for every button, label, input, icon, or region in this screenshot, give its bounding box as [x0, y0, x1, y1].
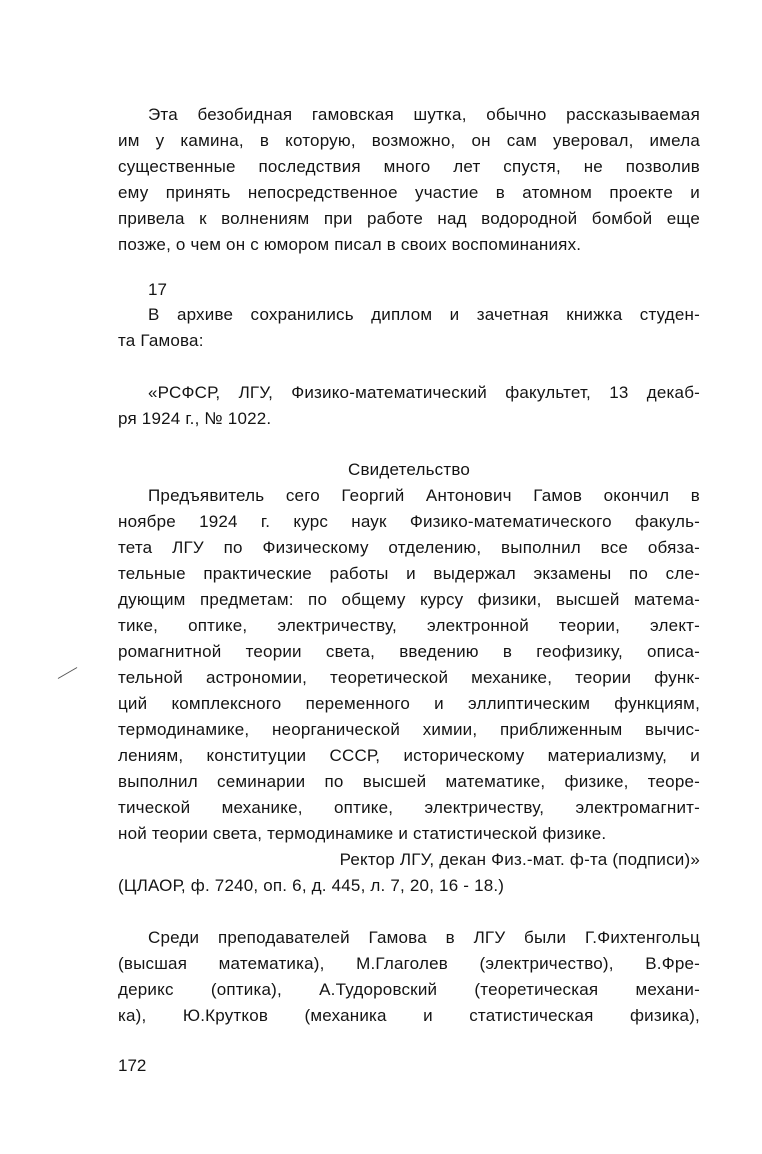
doc-body-line-2: ноябре 1924 г. курс наук Физико-математического факуль-	[118, 512, 700, 531]
quote-header-line-1: «РСФСР, ЛГУ, Физико-математический факультет, 13 декаб-	[148, 383, 700, 402]
doc-body-line-12: выполнил семинарии по высшей математике, физике, теоре-	[118, 772, 700, 791]
para2-line-2: та Гамова:	[118, 331, 204, 350]
doc-body-line-3: тета ЛГУ по Физическому отделению, выполнил все обяза-	[118, 538, 700, 557]
doc-body-line-11: лениям, конституции СССР, историческому материализму, и	[118, 746, 700, 765]
para1-line-4: ему принять непосредственное участие в атомном проекте и	[118, 183, 700, 202]
doc-body-line-8: тельной астрономии, теоретической механике, теории функ-	[118, 668, 700, 687]
document-title: Свидетельство	[347, 460, 471, 479]
doc-body-line-13: тической механике, оптике, электричеству, электромагнит-	[118, 798, 700, 817]
doc-body-line-5: дующим предметам: по общему курсу физики, высшей матема-	[118, 590, 700, 609]
page-number: 172	[118, 1056, 147, 1075]
doc-body-line-10: термодинамике, неорганической химии, приближенным вычис-	[118, 720, 700, 739]
doc-body-line-14: ной теории света, термодинамике и статистической физике.	[118, 824, 607, 843]
para1-line-5: привела к волнениям при работе над водородной бомбой еще	[118, 209, 700, 228]
para3-line-3: дерикс (оптика), А.Тудоровский (теоретическая механи-	[118, 980, 700, 999]
margin-pencil-mark	[58, 667, 78, 679]
archive-reference: (ЦЛАОР, ф. 7240, оп. 6, д. 445, л. 7, 20, 16 - 18.)	[118, 876, 505, 895]
doc-body-line-4: тельные практические работы и выдержал экзамены по сле-	[118, 564, 700, 583]
quote-header-line-2: ря 1924 г., № 1022.	[118, 409, 272, 428]
doc-body-line-6: тике, оптике, электричеству, электронной теории, элект-	[118, 616, 700, 635]
para3-line-4: ка), Ю.Крутков (механика и статистическая физика),	[118, 1006, 700, 1025]
para1-line-6: позже, о чем он с юмором писал в своих воспоминаниях.	[118, 235, 582, 254]
para3-line-1: Среди преподавателей Гамова в ЛГУ были Г.Фихтенгольц	[148, 928, 700, 947]
para1-line-3: существенные последствия много лет спустя, не позволив	[118, 157, 700, 176]
para1-line-1: Эта безобидная гамовская шутка, обычно рассказываемая	[148, 105, 700, 124]
note-number: 17	[148, 280, 167, 299]
para1-line-2: им у камина, в которую, возможно, он сам уверовал, имела	[118, 131, 700, 150]
signature-line: Ректор ЛГУ, декан Физ.-мат. ф-та (подписи)»	[339, 850, 700, 869]
para2-line-1: В архиве сохранились диплом и зачетная книжка студен-	[148, 305, 700, 324]
para3-line-2: (высшая математика), М.Глаголев (электричество), В.Фре-	[118, 954, 700, 973]
doc-body-line-7: ромагнитной теории света, введению в геофизику, описа-	[118, 642, 700, 661]
doc-body-line-9: ций комплексного переменного и эллиптическим функциям,	[118, 694, 700, 713]
doc-body-line-1: Предъявитель сего Георгий Антонович Гамов окончил в	[148, 486, 700, 505]
